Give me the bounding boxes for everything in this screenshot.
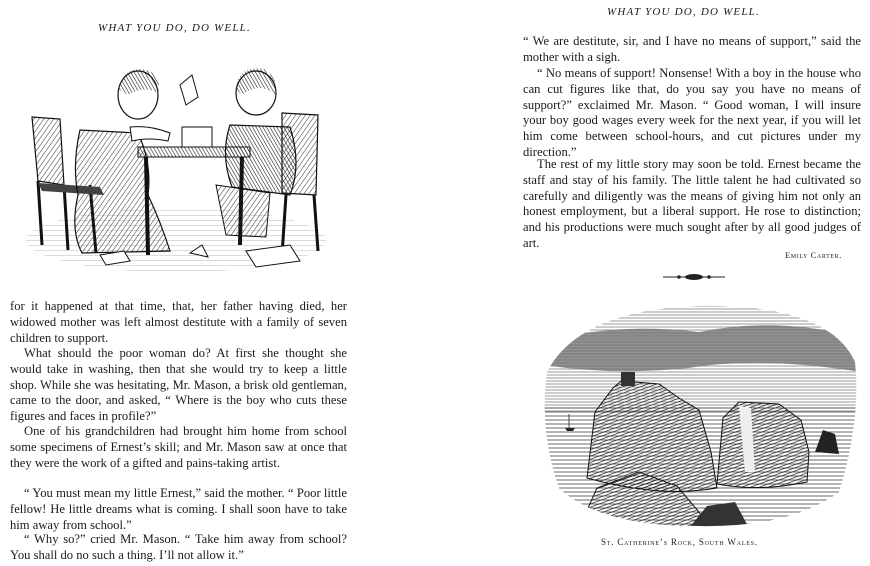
children-cutting-figures-engraving [20,55,332,277]
st-catherines-rock-engraving [539,302,861,528]
left-paragraph-1: for it happened at that time, that, her father having died, her widowed mother was left almost destitute with a family of seven children to support. [10,299,347,345]
section-divider-ornament [663,272,725,282]
left-running-head: WHAT YOU DO, DO WELL. [98,22,251,34]
left-paragraph-5: “ Why so?” cried Mr. Mason. “ Take him away from school? You shall do no such a thing. I’ll not allow it.” [10,532,347,562]
left-paragraph-3: One of his grandchildren had brought him home from school some specimens of Ernest’s skill; and Mr. Mason saw at once that they were the work of a gifted and pains-taking artist. [10,424,347,470]
illustration-caption: St. Catherine’s Rock, South Wales. [601,537,758,547]
author-signature: Emily Carter. [785,250,842,260]
left-paragraph-4: “ You must mean my little Ernest,” said the mother. “ Poor little fellow! He little dreams what is coming. I shall soon have to take him away from school.” [10,486,347,532]
left-paragraph-2: What should the poor woman do? At first she thought she would take in washing, then that she would try to keep a little shop. While she was hesitating, Mr. Mason, a brisk old gentleman, came to the door, and asked, “ Where is the boy who cuts these figures and faces in profile?” [10,346,347,424]
right-page [435,0,870,566]
right-paragraph-2: “ No means of support! Nonsense! With a boy in the house who can cut figures like that, do you say you have no means of support?” exclaimed Mr. Mason. “ Good woman, I will insure your boy good wages every week for the next year, if you will let him come between school-hours, and cut pictures under my direction.” [523,66,861,159]
right-running-head: WHAT YOU DO, DO WELL. [607,6,760,18]
right-paragraph-1: “ We are destitute, sir, and I have no means of support,” said the mother with a sigh. [523,34,861,64]
right-paragraph-3: The rest of my little story may soon be told. Ernest became the staff and stay of his family. The little talent he had cultivated so carefully and diligently was the means of giving him not only an honest employment, but a liberal support. He rose to distinction; and his productions were much sought after by all good judges of art. [523,157,861,250]
